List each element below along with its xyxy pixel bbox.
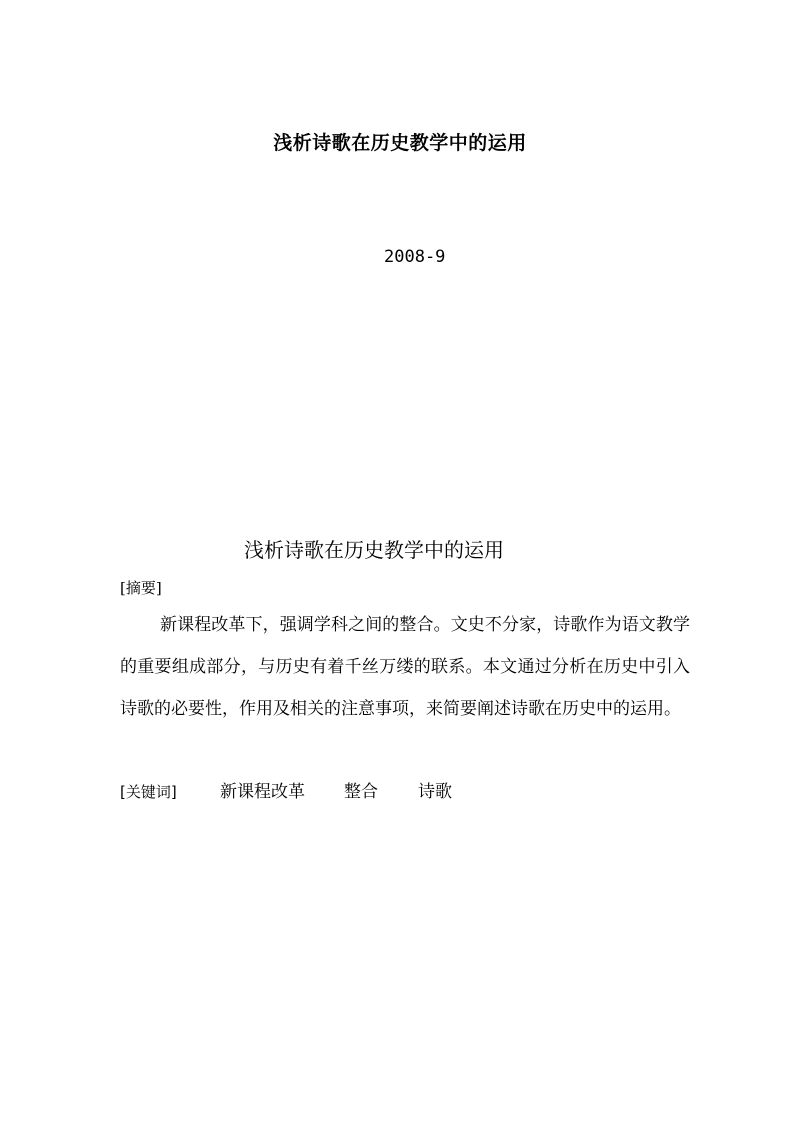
- cover-title: 浅析诗歌在历史教学中的运用: [273, 132, 527, 154]
- keywords-label: [关键词]: [120, 783, 177, 801]
- keyword-item: 诗歌: [418, 782, 452, 802]
- keyword-item: 新课程改革: [220, 782, 305, 802]
- article-title: 浅析诗歌在历史教学中的运用: [244, 538, 504, 562]
- abstract-label: [摘要]: [120, 579, 162, 597]
- cover-date: 2008-9: [384, 247, 446, 267]
- abstract-body: 新课程改革下，强调学科之间的整合。文史不分家，诗歌作为语文教学的重要组成部分，与历史有着千丝万缕的联系。本文通过分析在历史中引入诗歌的必要性，作用及相关的注意事项，来简要阐述诗歌在历史中的运用。: [120, 615, 690, 719]
- keyword-item: 整合: [344, 782, 378, 802]
- keywords-row: [120, 776, 478, 808]
